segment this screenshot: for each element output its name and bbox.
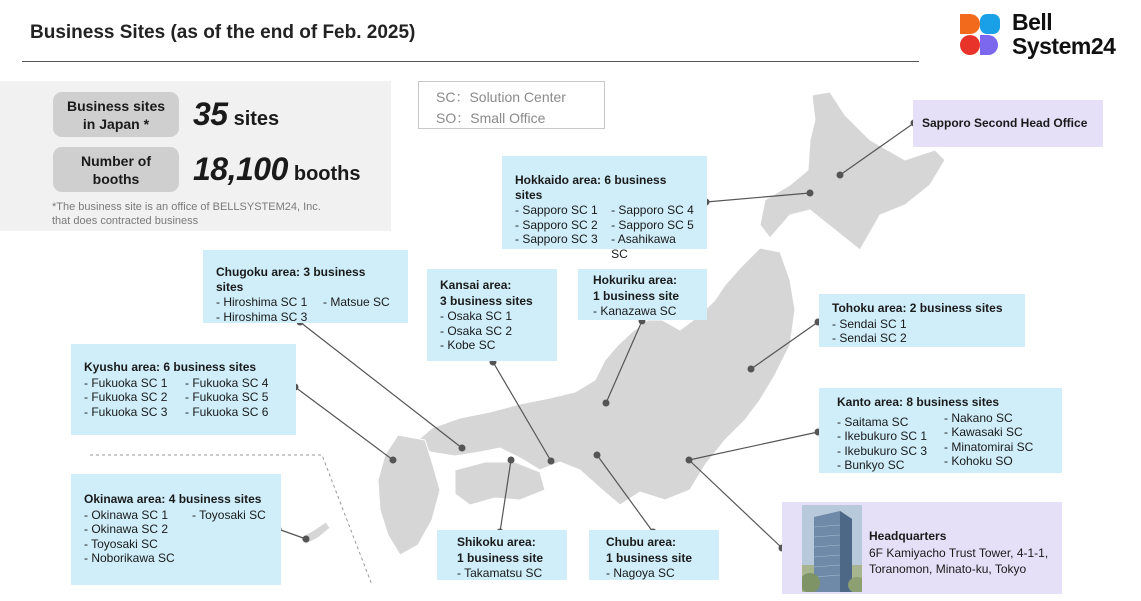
list-item: - Hiroshima SC 1: [216, 295, 308, 309]
list-item: - Nakano SC: [944, 410, 1013, 425]
booths-label-line2: booths: [92, 170, 140, 187]
hq-building-image: [802, 505, 862, 592]
list-item: - Bunkyo SC: [837, 458, 905, 472]
dot-okinawa: [303, 536, 310, 543]
dot-kanazawa: [603, 400, 610, 407]
footnote-line2: that does contracted business: [52, 215, 199, 227]
kanto-area-box: [819, 388, 1062, 473]
list-item: - Sapporo SC 2: [515, 217, 598, 232]
list-item: - Sapporo SC 1: [515, 203, 598, 217]
list-item: - Sendai SC 2: [832, 331, 907, 345]
list-item: - Matsue SC: [323, 295, 390, 309]
list-item: - Fukuoka SC 2: [84, 390, 168, 404]
chubu-title-line2: 1 business site: [606, 550, 693, 565]
dot-asahikawa: [807, 190, 814, 197]
list-item: - Nagoya SC: [606, 566, 675, 580]
list-item: - Fukuoka SC 3: [84, 404, 168, 419]
dot-fukuoka: [390, 457, 397, 464]
sites-unit: sites: [233, 108, 280, 130]
list-item: - Fukuoka SC 6: [185, 404, 269, 419]
okinawa-area-box: [71, 474, 281, 585]
list-item: - Ikebukuro SC 1: [837, 429, 928, 443]
list-item: - Toyosaki SC: [192, 507, 266, 522]
sites-label-line2: in Japan *: [82, 115, 150, 132]
okinawa-title: Okinawa area: 4 business sites: [84, 492, 262, 506]
list-item: - Noborikawa SC: [84, 551, 175, 565]
hq-title: Headquarters: [869, 529, 947, 543]
kyushu-area-box: [71, 344, 296, 435]
list-item: - Toyosaki SC: [84, 536, 158, 551]
list-item: - Fukuoka SC 4: [185, 375, 269, 390]
shikoku-title-line1: Shikoku area:: [457, 535, 536, 549]
list-item: - Saitama SC: [837, 414, 909, 429]
shikoku-area-box: [437, 530, 567, 580]
kyushu-title: Kyushu area: 6 business sites: [84, 360, 257, 374]
shikoku-title-line2: 1 business site: [457, 550, 544, 565]
hokkaido-title: Hokkaido area: 6 business sites: [515, 173, 667, 202]
list-item: - Asahikawa SC: [611, 232, 676, 261]
sites-label-line1: Business sites: [66, 97, 166, 114]
kansai-title-line2: 3 business sites: [440, 293, 533, 308]
list-item: - Sapporo SC 5: [611, 217, 694, 232]
booths-unit: booths: [293, 163, 361, 185]
dot-sapporo: [837, 172, 844, 179]
legend-sc: SC：Solution Center: [436, 89, 566, 105]
list-item: - Fukuoka SC 5: [185, 390, 269, 404]
dot-nagoya: [594, 452, 601, 459]
list-item: - Okinawa SC 2: [84, 522, 169, 536]
list-item: - Fukuoka SC 1: [84, 375, 168, 390]
kyushu-shape: [378, 435, 440, 555]
sapporo-second-title: Sapporo Second Head Office: [922, 116, 1088, 130]
kansai-title-line1: Kansai area:: [440, 278, 512, 292]
dot-hiroshima: [459, 445, 466, 452]
list-item: - Osaka SC 2: [440, 323, 513, 338]
tohoku-area-box: [819, 294, 1025, 347]
list-item: - Okinawa SC 1: [84, 507, 169, 522]
booths-label-line1: Number of: [81, 152, 151, 169]
connector-kyushu: [295, 387, 393, 460]
chugoku-area-box: [203, 250, 408, 323]
hokuriku-area-box: [578, 269, 707, 320]
booths-number: 18,100: [193, 151, 288, 187]
kanto-title: Kanto area: 8 business sites: [837, 395, 1000, 409]
footnote-line1: *The business site is an office of BELLSYSTEM24, Inc.: [52, 201, 321, 213]
dot-osaka: [548, 458, 555, 465]
list-item: - Ikebukuro SC 3: [837, 443, 928, 458]
logo-line2: System24: [1012, 33, 1116, 59]
chubu-title-line1: Chubu area:: [606, 535, 677, 549]
list-item: - Kohoku SO: [944, 454, 1013, 468]
list-item: - Kanazawa SC: [593, 304, 677, 318]
dot-tokyo: [686, 457, 693, 464]
dot-sendai: [748, 366, 755, 373]
hq-text: [869, 528, 1048, 577]
list-item: - Sendai SC 1: [832, 316, 907, 331]
dot-takamatsu: [508, 457, 515, 464]
headquarters-box: [782, 502, 1062, 594]
list-item: - Kobe SC: [440, 338, 496, 352]
list-item: - Kawasaki SC: [944, 425, 1023, 439]
hokkaido-area-box: [502, 156, 707, 261]
hq-address-line1: 6F Kamiyacho Trust Tower, 4-1-1,: [869, 546, 1049, 560]
list-item: - Sapporo SC 3: [515, 232, 598, 246]
legend-so: SO：Small Office: [436, 110, 546, 126]
hq-address-line2: Toranomon, Minato-ku, Tokyo: [869, 562, 1027, 576]
sapporo-second-office-box: [913, 100, 1103, 147]
chubu-area-box: [589, 530, 719, 580]
list-item: - Takamatsu SC: [457, 566, 543, 580]
shikoku-shape: [455, 462, 545, 505]
sites-number: 35: [193, 96, 228, 132]
tohoku-title: Tohoku area: 2 business sites: [832, 301, 1003, 315]
list-item: - Hiroshima SC 3: [216, 309, 308, 324]
list-item: - Sapporo SC 4: [611, 203, 694, 217]
chugoku-title: Chugoku area: 3 business sites: [216, 265, 366, 294]
hokuriku-title-line2: 1 business site: [593, 288, 680, 303]
list-item: - Osaka SC 1: [440, 309, 513, 323]
connector-okinawa: [278, 529, 306, 539]
list-item: - Minatomirai SC: [944, 439, 1034, 454]
logo-line1: Bell: [1012, 9, 1053, 35]
hokuriku-title-line1: Hokuriku area:: [593, 273, 678, 287]
page-title: Business Sites (as of the end of Feb. 2025): [30, 22, 416, 43]
kansai-area-box: [427, 269, 557, 361]
